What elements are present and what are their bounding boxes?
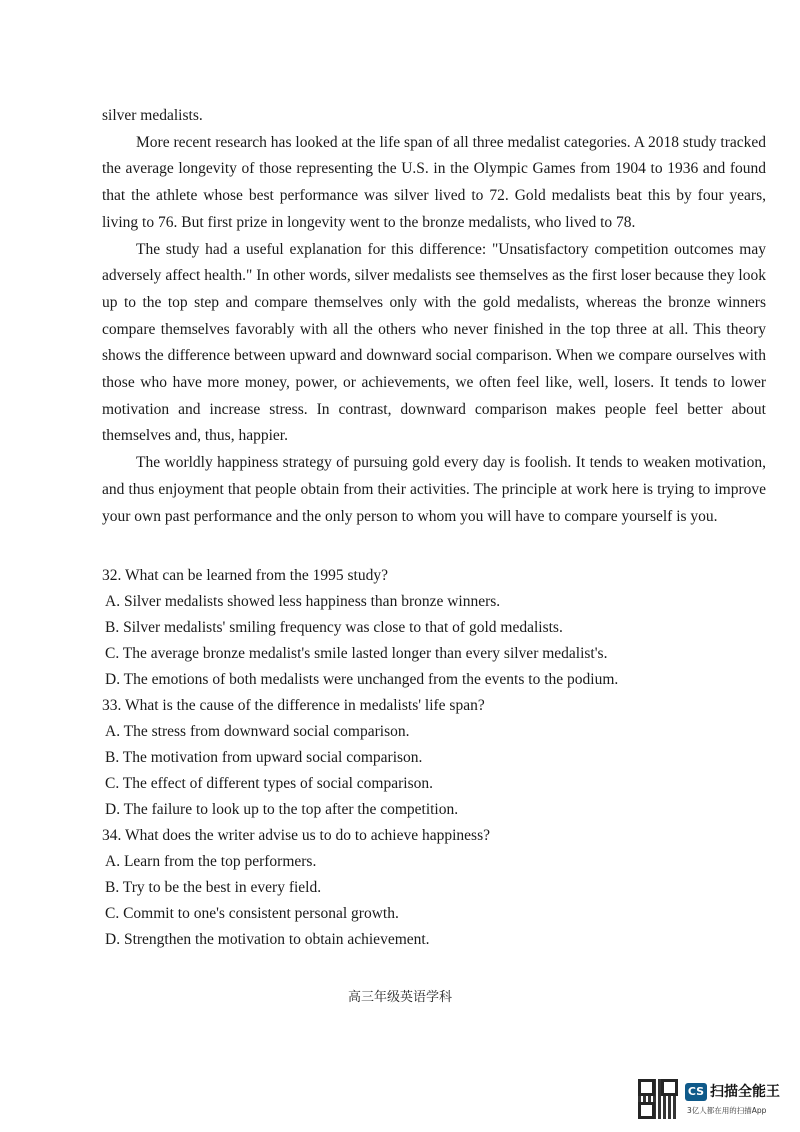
- passage-paragraph: silver medalists.: [102, 107, 203, 124]
- question-number: 32.: [102, 567, 122, 584]
- question-32: [102, 563, 766, 693]
- answer-option: A. Learn from the top performers.: [105, 853, 317, 870]
- passage-paragraph: The worldly happiness strategy of pursuing gold every day is foolish. It tends to weaken motivation, and thus enjoyment that people obtain from their activities. The principle at work here is trying to improve your own past performance and the only person to whom you will have to compare yourself is you.: [102, 454, 766, 525]
- watermark-brand: 扫描全能王: [710, 1084, 780, 1100]
- passage-paragraph: More recent research has looked at the life span of all three medalist categories. A 2018 study tracked the average longevity of those representing the U.S. in the Olympic Games from 1904 to 1936 and found that the athlete whose best performance was silver lived to 72. Gold medalists beat this by four years, living to 76. But first prize in longevity went to the bronze medalists, who lived to 78.: [102, 133, 766, 231]
- question-list: [102, 563, 766, 953]
- answer-option: A. Silver medalists showed less happiness than bronze winners.: [105, 593, 501, 610]
- question-stem: [102, 563, 766, 589]
- answer-option: C. The effect of different types of social comparison.: [105, 775, 433, 792]
- question-text: What can be learned from the 1995 study?: [124, 567, 388, 584]
- answer-option: B. Try to be the best in every field.: [105, 879, 322, 896]
- camscanner-logo-icon: CS: [685, 1083, 707, 1101]
- question-text: What is the cause of the difference in medalists' life span?: [124, 697, 485, 714]
- answer-option: A. The stress from downward social comparison.: [105, 723, 410, 740]
- answer-option: B. Silver medalists' smiling frequency was close to that of gold medalists.: [105, 619, 563, 636]
- answer-option: D. The failure to look up to the top after the competition.: [105, 801, 459, 818]
- question-33: [102, 693, 766, 823]
- answer-option: D. Strengthen the motivation to obtain achievement.: [105, 931, 430, 948]
- answer-option: D. The emotions of both medalists were unchanged from the events to the podium.: [105, 671, 619, 688]
- question-34: [102, 823, 766, 953]
- question-number: 33.: [102, 697, 122, 714]
- watermark-tagline: 3亿人都在用的扫描App: [687, 1106, 767, 1115]
- question-stem: [102, 693, 766, 719]
- answer-option: B. The motivation from upward social comparison.: [105, 749, 423, 766]
- page-footer-title: 高三年级英语学科: [347, 990, 452, 1005]
- question-number: 34.: [102, 827, 122, 844]
- reading-passage: [102, 103, 766, 530]
- scanner-watermark: [638, 1079, 788, 1121]
- question-stem: [102, 823, 766, 849]
- answer-option: C. Commit to one's consistent personal growth.: [105, 905, 399, 922]
- qr-code-icon: [638, 1079, 678, 1119]
- answer-option: C. The average bronze medalist's smile lasted longer than every silver medalist's.: [105, 645, 608, 662]
- question-text: What does the writer advise us to do to achieve happiness?: [124, 827, 490, 844]
- passage-paragraph: The study had a useful explanation for this difference: "Unsatisfactory competition outcomes may adversely affect health." In other words, silver medalists see themselves as the first loser because they look up to the top step and compare themselves only with the gold medalists, whereas the bronze winners compare themselves favorably with all the others who never finished in the top three at all. This theory shows the difference between upward and downward social comparison. When we compare ourselves with those who have more money, power, or achievements, we often feel like, well, losers. It tends to lower motivation and increase stress. In contrast, downward comparison makes people feel better about themselves and, thus, happier.: [102, 240, 766, 445]
